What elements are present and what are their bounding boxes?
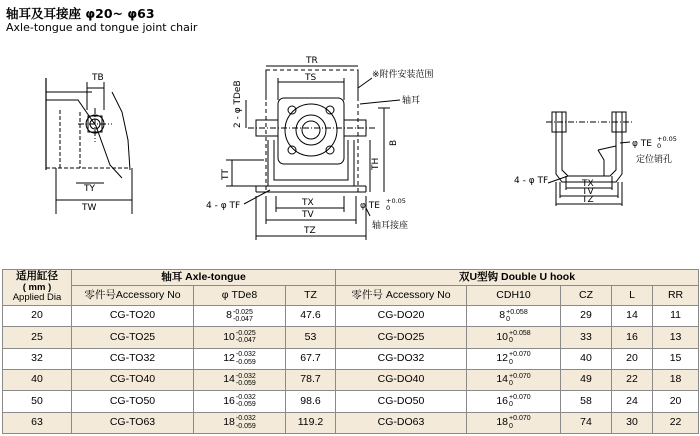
cell-tz: 78.7: [286, 369, 336, 390]
cell-applied-dia: 50: [3, 391, 72, 412]
cell-tde8-upper: -0.032: [235, 394, 256, 402]
cell-applied-dia: 40: [3, 369, 72, 390]
table-row: [3, 412, 699, 433]
cell-axle-accessory-no: CG-TO25: [72, 327, 194, 348]
cell-rr: 22: [653, 412, 699, 433]
cell-cdh10-value: 16: [496, 394, 509, 407]
header-dia-cn: 适用缸径: [16, 270, 58, 283]
spec-table-body: [3, 306, 699, 434]
cell-applied-dia: 63: [3, 412, 72, 433]
cell-tde8-lower: -0.059: [235, 401, 256, 409]
cell-cdh10-upper: +0.070: [509, 351, 531, 359]
header-applied-dia: [3, 270, 72, 306]
cell-tz: 53: [286, 327, 336, 348]
cell-cz: 74: [561, 412, 612, 433]
label-tdeb: 2 - φ TDeB: [233, 80, 243, 128]
spec-table-wrapper: [2, 269, 698, 434]
cell-l: 20: [612, 348, 653, 369]
cell-cz: 40: [561, 348, 612, 369]
page-title: 轴耳及耳接座 φ20~ φ63: [6, 6, 155, 21]
cell-cdh10-upper: +0.058: [506, 308, 528, 316]
cell-cdh10-lower: 0: [509, 358, 513, 366]
cell-cdh10: [467, 327, 561, 348]
header-accessory-no-1: 零件号Accessory No: [72, 286, 194, 306]
cell-cdh10-lower: 0: [506, 316, 511, 324]
cell-tde8-upper: -0.032: [235, 372, 256, 380]
cell-applied-dia: 25: [3, 327, 72, 348]
header-cz: CZ: [561, 286, 612, 306]
label-ty: TY: [84, 184, 95, 194]
cell-hook-accessory-no: CG-DO40: [336, 369, 467, 390]
cell-tde8-value: 12: [223, 352, 235, 365]
cell-tde8-value: 10: [223, 330, 235, 343]
cell-tde8-value: 14: [223, 373, 235, 386]
header-cdh10: CDH10: [467, 286, 561, 306]
cell-cdh10-value: 14: [496, 373, 509, 386]
label-tf-left: 4 - φ TF: [206, 201, 241, 211]
label-tr: TR: [306, 56, 318, 66]
cell-hook-accessory-no: CG-DO25: [336, 327, 467, 348]
cell-cdh10-upper: +0.070: [509, 394, 531, 402]
label-tx-right: TX: [582, 179, 594, 189]
cell-tde8: [194, 369, 286, 390]
cell-applied-dia: 32: [3, 348, 72, 369]
label-positioning-pin-hole: 定位销孔: [636, 155, 673, 165]
label-joint-chair: 轴耳接座: [372, 221, 409, 231]
cell-axle-accessory-no: CG-TO40: [72, 369, 194, 390]
cell-l: 14: [612, 306, 653, 327]
cell-tde8-upper: -0.025: [235, 330, 256, 338]
cell-cz: 58: [561, 391, 612, 412]
cell-cz: 49: [561, 369, 612, 390]
cell-hook-accessory-no: CG-DO32: [336, 348, 467, 369]
spec-table: [2, 269, 699, 434]
cell-cdh10-upper: +0.058: [509, 330, 531, 338]
label-axle-tongue: 轴耳: [402, 96, 421, 106]
header-tde8: φ TDe8: [194, 286, 286, 306]
table-row: [3, 391, 699, 412]
label-tf-right: 4 - φ TF: [514, 176, 549, 186]
cell-axle-accessory-no: CG-TO32: [72, 348, 194, 369]
cell-tde8-lower: -0.059: [235, 422, 256, 430]
cell-cdh10: [467, 306, 561, 327]
cell-cz: 33: [561, 327, 612, 348]
cell-cdh10-lower: 0: [509, 401, 513, 409]
cell-tde8-value: 18: [223, 416, 235, 429]
cell-axle-accessory-no: CG-TO50: [72, 391, 194, 412]
cell-cdh10-lower: 0: [509, 380, 513, 388]
cell-cdh10-value: 12: [496, 352, 509, 365]
cell-tde8-lower: -0.047: [235, 337, 256, 345]
cell-cz: 29: [561, 306, 612, 327]
cell-hook-accessory-no: CG-DO20: [336, 306, 467, 327]
cell-tde8-value: 16: [223, 394, 235, 407]
cell-tde8-lower: -0.059: [235, 358, 256, 366]
cell-tde8: [194, 348, 286, 369]
header-double-u-hook: 双U型钩 Double U hook: [336, 270, 699, 286]
cell-tde8-lower: -0.047: [232, 316, 253, 324]
label-b: B: [389, 139, 399, 146]
page-subtitle: Axle-tongue and tongue joint chair: [6, 21, 198, 34]
header-l: L: [612, 286, 653, 306]
cell-tde8: [194, 306, 286, 327]
label-te-left-tol-low: 0: [386, 204, 391, 212]
header-dia-unit: ( mm ): [22, 281, 52, 293]
table-row: [3, 369, 699, 390]
cell-hook-accessory-no: CG-DO63: [336, 412, 467, 433]
cell-tz: 98.6: [286, 391, 336, 412]
cell-applied-dia: 20: [3, 306, 72, 327]
label-tz-right: TZ: [582, 195, 594, 205]
cell-l: 24: [612, 391, 653, 412]
table-row: [3, 327, 699, 348]
cell-tde8: [194, 327, 286, 348]
cell-rr: 13: [653, 327, 699, 348]
note-accessory-range: ※附件安装范围: [372, 70, 434, 80]
cell-tde8: [194, 391, 286, 412]
cell-hook-accessory-no: CG-DO50: [336, 391, 467, 412]
header-dia-en: Applied Dia: [12, 292, 62, 304]
cell-tz: 67.7: [286, 348, 336, 369]
label-te-left: φ TE: [360, 201, 380, 211]
cell-tde8-upper: -0.032: [235, 415, 256, 423]
header-accessory-no-2: 零件号 Accessory No: [336, 286, 467, 306]
cell-cdh10: [467, 348, 561, 369]
label-ts: TS: [305, 73, 317, 83]
table-row: [3, 348, 699, 369]
cell-cdh10-value: 10: [496, 330, 509, 343]
label-tb: TB: [92, 73, 104, 83]
cell-l: 22: [612, 369, 653, 390]
cell-rr: 20: [653, 391, 699, 412]
cell-tde8: [194, 412, 286, 433]
cell-rr: 18: [653, 369, 699, 390]
cell-tde8-upper: -0.032: [235, 351, 256, 359]
label-tt: TT: [221, 169, 231, 180]
header-axle-tongue: 轴耳 Axle-tongue: [72, 270, 336, 286]
cell-tde8-lower: -0.059: [235, 380, 256, 388]
cell-l: 30: [612, 412, 653, 433]
cell-cdh10: [467, 391, 561, 412]
cell-cdh10-upper: +0.070: [509, 372, 531, 380]
cell-cdh10-lower: 0: [509, 337, 513, 345]
cell-axle-accessory-no: CG-TO20: [72, 306, 194, 327]
cell-cdh10: [467, 412, 561, 433]
cell-cdh10-lower: 0: [509, 422, 513, 430]
cell-tz: 47.6: [286, 306, 336, 327]
cell-tde8-value: 8: [226, 309, 232, 322]
cell-l: 16: [612, 327, 653, 348]
label-te-right: φ TE: [632, 139, 652, 149]
cell-rr: 15: [653, 348, 699, 369]
header-rr: RR: [653, 286, 699, 306]
cell-cdh10: [467, 369, 561, 390]
header-tz: TZ: [286, 286, 336, 306]
cell-cdh10-upper: +0.070: [509, 415, 531, 423]
cell-axle-accessory-no: CG-TO63: [72, 412, 194, 433]
cell-tde8-upper: -0.025: [232, 308, 253, 316]
label-tv: TV: [302, 210, 314, 220]
cell-cdh10-value: 8: [499, 309, 506, 322]
cell-tz: 119.2: [286, 412, 336, 433]
label-tv-right: TV: [582, 187, 594, 197]
label-tw: TW: [82, 203, 97, 213]
label-tz: TZ: [304, 226, 316, 236]
cell-rr: 11: [653, 306, 699, 327]
label-te-right-tol-low: 0: [657, 142, 662, 150]
label-te-left-tol: +0.05: [386, 197, 406, 205]
label-tx: TX: [302, 198, 314, 208]
label-th: TH: [371, 157, 381, 170]
label-te-right-tol: +0.05: [657, 135, 677, 143]
cell-cdh10-value: 18: [496, 416, 509, 429]
table-row: [3, 306, 699, 327]
